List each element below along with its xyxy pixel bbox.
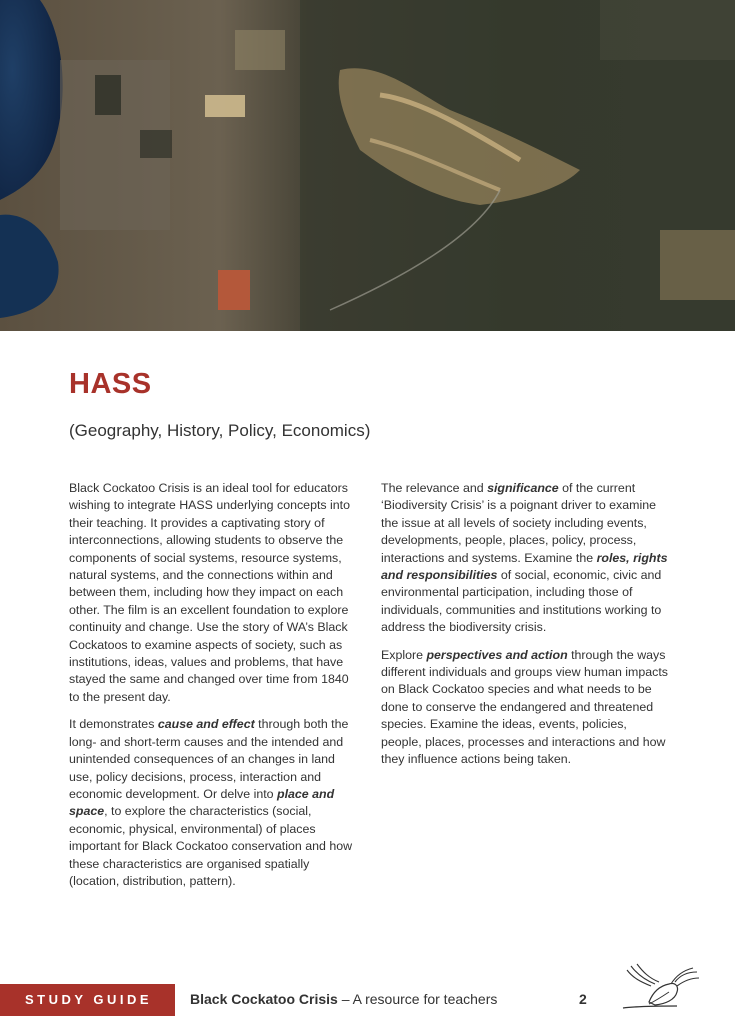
- cockatoo-logo-icon: [619, 962, 703, 1019]
- text-run: It demonstrates: [69, 717, 158, 732]
- emphasis-roles-rights: roles, rights and responsibilities: [381, 550, 668, 583]
- emphasis-significance: significance: [487, 481, 559, 495]
- right-paragraph-2: [381, 647, 669, 769]
- right-column: [381, 480, 669, 779]
- hero-satellite-image: [0, 0, 735, 331]
- text-run: , to explore the characteristics (social, economic, physical, environmental) of places important for Black Cockatoo conservation and how these characteristics are organised spatially (location, distribution, pattern).: [69, 804, 353, 888]
- footer-separator: –: [337, 991, 353, 1007]
- emphasis-cause-and-effect: cause and effect: [157, 717, 255, 732]
- footer-subtitle: A resource for teachers: [352, 991, 498, 1007]
- study-guide-band: [0, 984, 175, 1016]
- text-run: Explore: [381, 647, 427, 662]
- emphasis-perspectives-action: perspectives and action: [426, 647, 568, 662]
- satellite-image: [0, 0, 735, 331]
- right-paragraph-1: [381, 480, 669, 637]
- left-column: [69, 480, 355, 900]
- text-run: The relevance and: [381, 481, 488, 495]
- text-run: through both the long- and short-term causes and the intended and unintended consequences of an changes in land use, policy decisions, process, interaction and economic development. Or delve into: [69, 717, 349, 801]
- footer-title: [190, 991, 497, 1007]
- left-paragraph-2: [69, 716, 355, 890]
- text-run: of the current ‘Biodiversity Crisis’ is a poignant driver to examine the issue at all levels of society including events, developments, people, places, policy, process, interactions and systems. Examine the: [381, 481, 656, 565]
- footer-title-main: Black Cockatoo Crisis: [190, 991, 338, 1007]
- text-run: of social, economic, civic and environmental participation, including those of individuals, communities and institutions working to address the biodiversity crisis.: [381, 568, 662, 635]
- emphasis-place-and-space: place and space: [69, 786, 335, 819]
- study-guide-label: STUDY GUIDE: [25, 992, 153, 1007]
- page-number: 2: [579, 991, 587, 1007]
- text-run: through the ways different individuals and groups view human impacts on Black Cockatoo species and what needs to be done to conserve the endangered and threatened species. Examine the ideas, events, policies, people, places, processes and interactions and how they influence actions being taken.: [381, 647, 668, 767]
- section-heading: HASS: [69, 368, 152, 400]
- left-paragraph-1: Black Cockatoo Crisis is an ideal tool for educators wishing to integrate HASS underlying concepts into their teaching. It provides a captivating story of interconnections, allowing students to observe the components of social systems, resource systems, natural systems, and the connections within and between them, including how they impact on each other. The film is an excellent foundation to explore continuity and change. Use the story of WA’s Black Cockatoos to examine aspects of society, such as institutions, ideas, values and problems, that have stayed the same and changed over time from 1840 to the present day.: [69, 481, 351, 704]
- section-subheading: (Geography, History, Policy, Economics): [69, 421, 371, 440]
